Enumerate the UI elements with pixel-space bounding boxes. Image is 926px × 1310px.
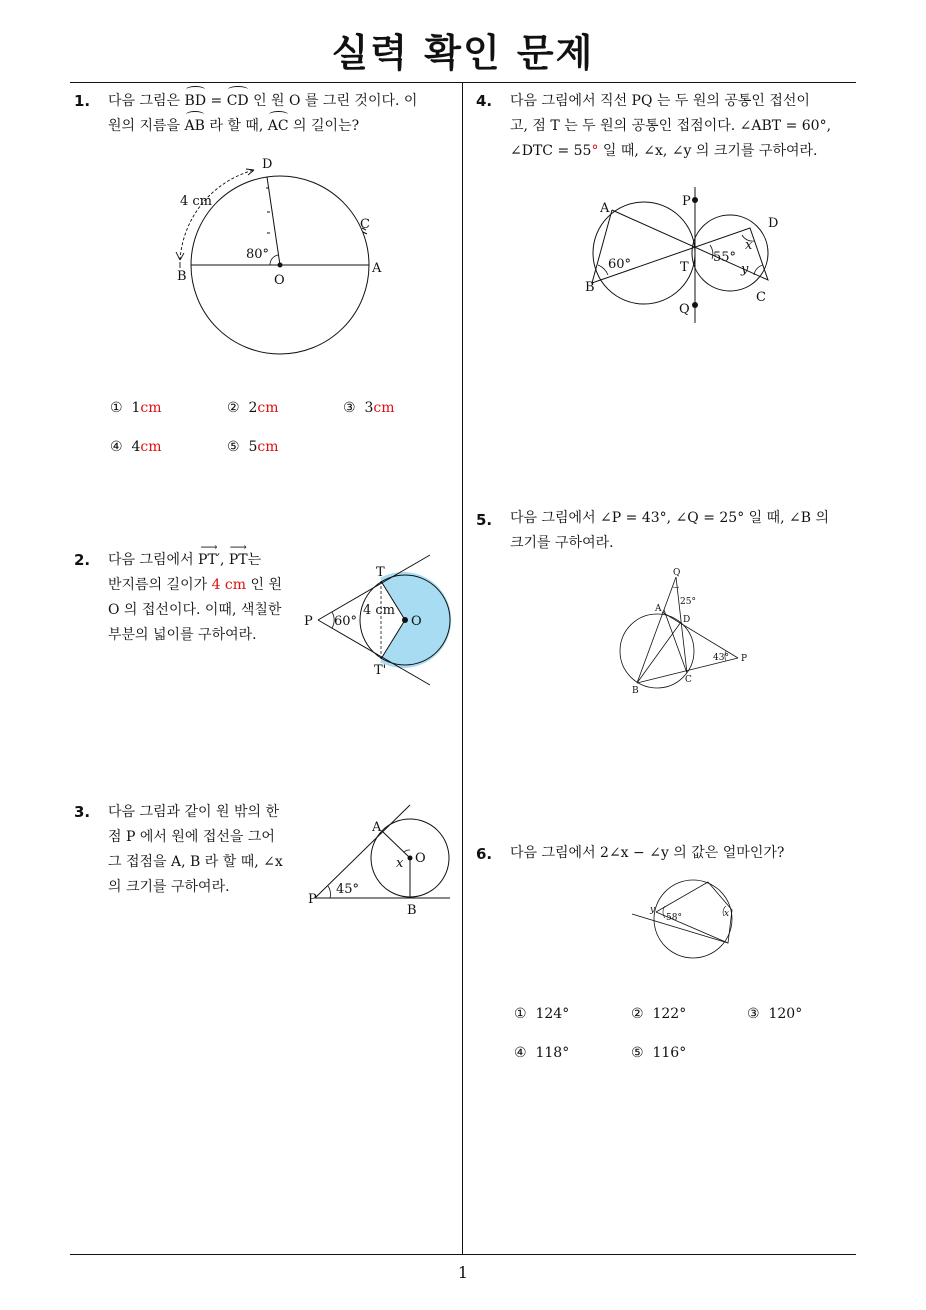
q6-number: 6. — [476, 845, 493, 863]
q1-angle-arc — [270, 255, 278, 265]
q3-label-x: x — [396, 856, 404, 871]
q1-label-angle: 80° — [246, 247, 270, 262]
q1-length-arrow — [180, 170, 254, 260]
q4-label-y: y — [741, 262, 749, 277]
top-rule — [70, 82, 856, 83]
q6-label-58: 58° — [666, 913, 682, 923]
bottom-rule — [70, 1254, 856, 1255]
q4-label-x: x — [745, 238, 753, 253]
arc-ab: AB — [185, 114, 205, 139]
column-divider — [462, 82, 463, 1254]
q5-label-d: D — [683, 615, 691, 625]
q3-label-p: P — [308, 892, 317, 907]
q6-label-x: x — [724, 909, 730, 919]
q3-label-o: O — [415, 851, 426, 866]
q4-label-c: C — [756, 290, 766, 305]
q2-label-tp: T' — [374, 663, 387, 678]
q4-number: 4. — [476, 92, 493, 110]
q1-label-b: B — [177, 269, 187, 284]
q5-label-q: Q — [673, 568, 681, 578]
q5-label-43: 43° — [713, 653, 729, 663]
q1-choice-3: ③ 3cm — [343, 400, 395, 416]
q4-label-55: 55° — [713, 250, 737, 265]
q1-text: 다음 그림은 BD = CD 인 원 O 를 그린 것이다. 이 원의 지름을 AB 라 할 때, AC 의 길이는? — [108, 89, 458, 139]
q3-label-angle: 45° — [336, 882, 360, 897]
q1-choice-1: ① 1cm — [110, 400, 162, 416]
q1-choice-2: ② 2cm — [227, 400, 279, 416]
q6-label-y: y — [650, 905, 656, 915]
q3-tangent-pa — [315, 805, 410, 898]
q1-number: 1. — [74, 92, 91, 110]
q3-label-b: B — [407, 903, 417, 918]
page-number: 1 — [457, 1263, 469, 1282]
q1-choice-4: ④ 4cm — [110, 439, 162, 455]
q4-label-q: Q — [679, 302, 690, 317]
q4-label-b: B — [585, 280, 595, 295]
vector-pt: ⟶ PT — [229, 548, 248, 573]
q5-label-a: A — [655, 604, 662, 614]
page-title: 실력 확인 문제 — [331, 31, 595, 75]
q5-text: 다음 그림에서 ∠P = 43°, ∠Q = 25° 일 때, ∠B 의 크기를 구하여라. — [510, 510, 830, 551]
q4-label-60: 60° — [608, 257, 632, 272]
q2-label-p: P — [304, 614, 313, 629]
q5-number: 5. — [476, 511, 493, 529]
q1-choice-5: ⑤ 5cm — [227, 439, 279, 455]
q1-label-len: 4 cm — [180, 194, 213, 209]
q1-label-d: D — [262, 157, 273, 172]
q1-label-c: C — [360, 217, 370, 232]
q4-text: 다음 그림에서 직선 PQ 는 두 원의 공통인 접선이 고, 점 T 는 두 원의 공통인 접점이다. ∠ABT = 60°, ∠DTC = 55° 일 때, ∠x, ∠y 의 크기를 구하여라. — [510, 93, 832, 159]
q2-label-t: T — [376, 565, 385, 580]
q4-label-t: T — [680, 260, 689, 275]
q5-label-25: 25° — [680, 597, 696, 607]
q1-label-a: A — [372, 261, 382, 276]
q2-number: 2. — [74, 551, 91, 569]
q4-label-a: A — [600, 201, 610, 216]
q5-figure — [612, 565, 762, 705]
q6-choice-5: ⑤ 116° — [631, 1045, 687, 1061]
q3-label-a: A — [372, 820, 382, 835]
arc-bd: BD — [185, 89, 207, 114]
q6-text: 다음 그림에서 2∠x − ∠y 의 값은 얼마인가? — [510, 845, 785, 861]
q2-label-len: 4 cm — [363, 603, 396, 618]
arc-ac: AC — [268, 114, 289, 139]
vector-pt-prime: ⟶ PT′ — [198, 548, 220, 573]
q3-text: 다음 그림과 같이 원 밖의 한 점 P 에서 원에 접선을 그어 그 접점을 A, B 라 할 때, ∠x 의 크기를 구하여라. — [108, 804, 283, 895]
q3-figure — [300, 800, 460, 920]
q2-label-o: O — [411, 614, 422, 629]
q6-choice-3: ③ 120° — [747, 1006, 803, 1022]
q1-label-o: O — [274, 273, 285, 288]
q5-label-b: B — [632, 686, 639, 696]
q4-label-p: P — [682, 194, 691, 209]
q6-choice-4: ④ 118° — [514, 1045, 570, 1061]
q6-choice-1: ① 124° — [514, 1006, 570, 1022]
q4-figure — [582, 185, 802, 325]
q3-number: 3. — [74, 803, 91, 821]
q5-label-p: P — [741, 654, 748, 664]
q2-label-angle: 60° — [334, 614, 358, 629]
q6-figure — [628, 872, 748, 962]
q5-line-qb — [637, 577, 676, 683]
q2-figure — [300, 550, 460, 690]
arc-cd: CD — [227, 89, 249, 114]
q5-label-c: C — [685, 675, 692, 685]
q4-label-d: D — [768, 216, 779, 231]
q2-text: 다음 그림에서 ⟶ PT′, ⟶ PT는 반지름의 길이가 4 cm 인 원 O 의 접선이다. 이때, 색칠한 부분의 넓이를 구하여라. — [108, 548, 298, 648]
q1-figure — [170, 150, 400, 390]
q6-choice-2: ② 122° — [631, 1006, 687, 1022]
